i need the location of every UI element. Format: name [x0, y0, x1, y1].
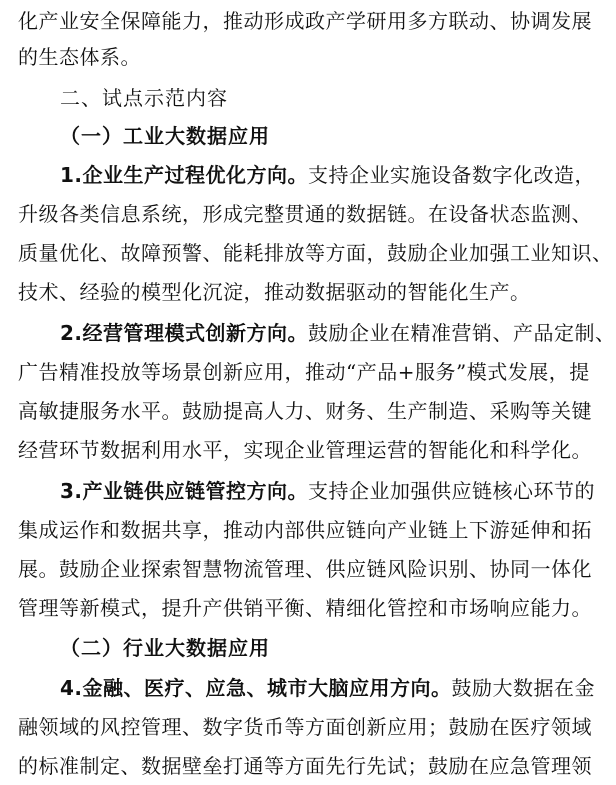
item-3-line: 管理等新模式，提升产供销平衡、精细化管控和市场响应能力。 — [18, 596, 592, 620]
item-2-text: 鼓励企业在精准营销、产品定制、 — [308, 321, 616, 345]
item-1-line: 升级各类信息系统，形成完整贯通的数据链。在设备状态监测、 — [18, 202, 592, 226]
item-3-first-line — [60, 476, 596, 506]
intro-line-1: 化产业安全保障能力，推动形成政产学研用多方联动、协调发展 — [18, 9, 592, 33]
item-3-line: 集成运作和数据共享，推动内部供应链向产业链上下游延伸和拓 — [18, 518, 592, 542]
item-4-title: 4.金融、医疗、应急、城市大脑应用方向。 — [60, 676, 452, 700]
item-2-line: 经营环节数据利用水平，实现企业管理运营的智能化和科学化。 — [18, 438, 592, 462]
subsection-heading-1: （一）工业大数据应用 — [60, 124, 270, 148]
item-3-line: 展。鼓励企业探索智慧物流管理、供应链风险识别、协同一体化 — [18, 557, 592, 581]
item-2-line: 高敏捷服务水平。鼓励提高人力、财务、生产制造、采购等关键 — [18, 399, 592, 423]
item-4-text: 鼓励大数据在金 — [451, 676, 596, 700]
item-1-line: 质量优化、故障预警、能耗排放等方面，鼓励企业加强工业知识、 — [18, 241, 613, 265]
intro-line-2: 的生态体系。 — [18, 45, 141, 69]
item-1-first-line — [60, 160, 596, 190]
item-4-first-line — [60, 673, 596, 703]
item-2-first-line — [60, 318, 616, 348]
item-2-title: 2.经营管理模式创新方向。 — [60, 321, 309, 345]
section-heading: 二、试点示范内容 — [60, 86, 228, 110]
item-2-line: 广告精准投放等场景创新应用，推动“产品+服务”模式发展，提 — [18, 360, 590, 384]
item-1-title: 1.企业生产过程优化方向。 — [60, 163, 309, 187]
item-4-line: 融领域的风控管理、数字货币等方面创新应用；鼓励在医疗领域 — [18, 715, 592, 739]
item-3-title: 3.产业链供应链管控方向。 — [60, 479, 309, 503]
subsection-heading-2: （二）行业大数据应用 — [60, 636, 270, 660]
item-4-line: 的标准制定、数据壁垒打通等方面先行先试；鼓励在应急管理领 — [18, 754, 592, 778]
item-1-line: 技术、经验的模型化沉淀，推动数据驱动的智能化生产。 — [18, 280, 531, 304]
item-3-text: 支持企业加强供应链核心环节的 — [308, 479, 596, 503]
item-1-text: 支持企业实施设备数字化改造， — [308, 163, 596, 187]
